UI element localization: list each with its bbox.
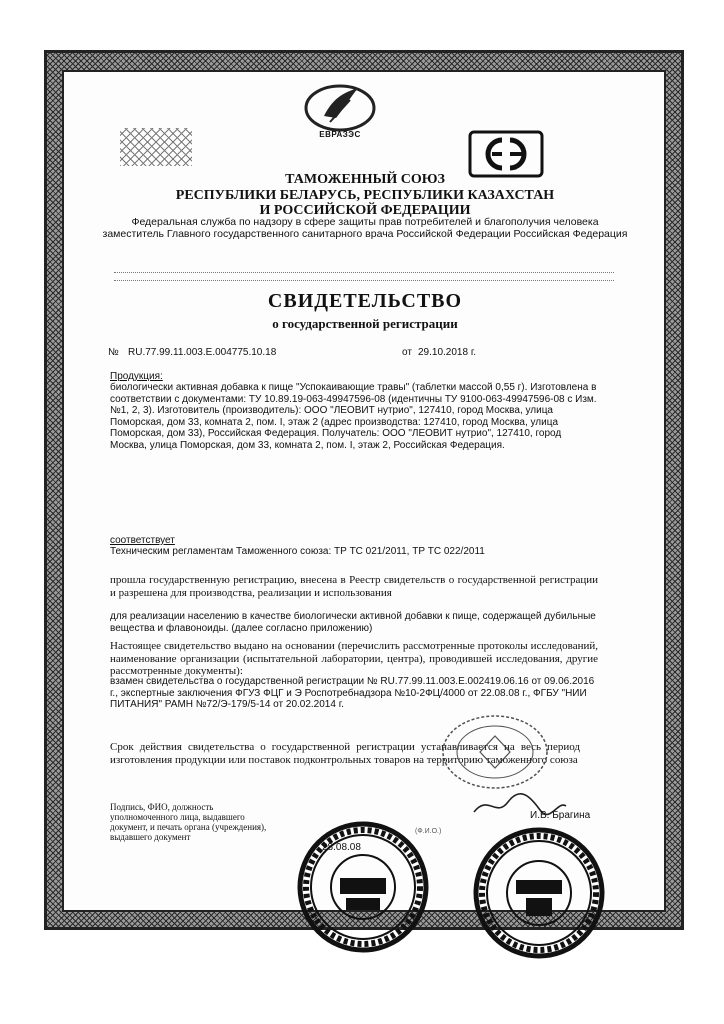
usage-statement: для реализации населению в качестве биологически активной добавки к пище, содержащей дубильные вещества и флавоноиды. (далее согласно приложению) <box>110 611 596 634</box>
signer-caption: (Ф.И.О.) <box>415 828 442 835</box>
product-label: Продукция: <box>110 371 163 382</box>
number-label: № <box>108 347 119 358</box>
eaeu-logo-icon <box>300 78 380 134</box>
document-subtitle: о государственной регистрации <box>272 316 458 331</box>
date-label: от <box>402 347 412 358</box>
divider <box>114 272 614 273</box>
basis-detail: взамен свидетельства о государственной регистрации № RU.77.99.11.003.Е.002419.06.16 от 09.06.2016 г., экспертные заключения ФГУЗ ФЦГ и Э Роспотребнадзора №10-2ФЦ/4000 от 22.08.08 г., ФГБУ "НИИ ПИТАНИЯ" РАМН №72/Э-179/5-14 от 20.02.2014 г. <box>110 676 595 710</box>
registration-date: 29.10.2018 г. <box>418 347 477 358</box>
header-line-2: РЕСПУБЛИКИ БЕЛАРУСЬ, РЕСПУБЛИКИ КАЗАХСТАН <box>175 188 555 203</box>
product-description: биологически активная добавка к пище "Успокаивающие травы" (таблетки массой 0,55 г). Изготовлена в соответствии с документами: ТУ 10.89.19-063-49947596-08 (идентичны ТУ 9100-063-49947596-08 с Изм. №1, 2, 3). Изготовитель (производитель): ООО "ЛЕОВИТ нутрио", 127410, город Москва, улица Поморская, дом 33, комната 2, пом. I, этаж 2 (адрес производства: 127410, город Москва, улица Поморская, дом 33), Российская Федерация. Получатель: ООО "ЛЕОВИТ нутрио", 127410, город Москва, улица Поморская, дом 33, комната 2, пом. I, этаж 2, Российская Федерация. <box>110 382 597 451</box>
divider <box>114 280 614 281</box>
security-pattern <box>120 128 192 166</box>
round-stamp-icon <box>296 820 430 954</box>
validity-statement: Срок действия свидетельства о государственной регистрации устанавливается на весь период изготовления продукции или поставок подконтрольных товаров на территорию таможенного союза <box>110 741 580 766</box>
signer-name: И.В. Брагина <box>530 810 591 821</box>
round-stamp-icon <box>472 826 606 960</box>
basis-statement: Настоящее свидетельство выдано на основании (перечислить рассмотренные протоколы исследований, наименование организации (испытательной лаборатории, центра), проводившей исследования, другие рассмотренные документы): <box>110 640 598 677</box>
issuing-agency: Федеральная служба по надзору в сфере защиты прав потребителей и благополучия человека заместитель Главного государственного санитарного врача Российской Федерации Российская Федерация <box>102 216 628 240</box>
document-title: СВИДЕТЕЛЬСТВО <box>267 290 463 312</box>
conformity-text: Техническим регламентам Таможенного союза: ТР ТС 021/2011, ТР ТС 022/2011 <box>110 546 485 557</box>
eaeu-label: ЕВРАЗЭС <box>319 130 361 139</box>
header-line-3: И РОССИЙСКОЙ ФЕДЕРАЦИИ <box>259 203 471 218</box>
registration-number: RU.77.99.11.003.Е.004775.10.18 <box>128 347 277 358</box>
header-line-1: ТАМОЖЕННЫЙ СОЮЗ <box>285 172 445 187</box>
stamp-date: 28.08.08 <box>322 842 361 853</box>
registry-statement: прошла государственную регистрацию, внесена в Реестр свидетельств о государственной регистрации и разрешена для производства, реализации и использования <box>110 574 598 599</box>
registry-seal-icon <box>440 712 550 792</box>
eac-conformity-mark-icon <box>468 130 544 178</box>
conformity-label: соответствует <box>110 535 175 546</box>
signature-label: Подпись, ФИО, должность уполномоченного лица, выдавшего документ, и печать органа (учреждения), выдавшего документ <box>110 802 267 842</box>
